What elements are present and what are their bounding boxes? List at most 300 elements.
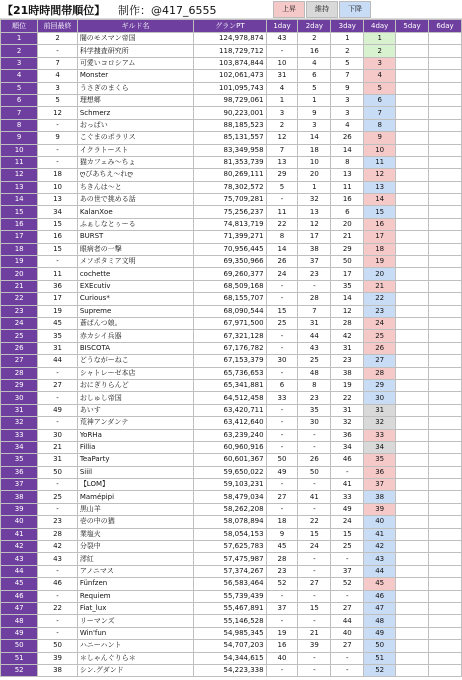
table-row bbox=[1, 590, 462, 602]
table-row bbox=[1, 565, 462, 577]
rank-cell: 16 bbox=[1, 218, 38, 230]
grand-pt-cell: 63,239,240 bbox=[194, 429, 266, 441]
grand-pt-cell: 81,353,739 bbox=[194, 156, 266, 168]
day1-cell: 28 bbox=[266, 553, 298, 565]
day1-cell: - bbox=[266, 615, 298, 627]
day5-cell bbox=[396, 491, 429, 503]
guild-name-cell: EXEcutiv bbox=[77, 280, 193, 292]
day1-cell: - bbox=[266, 417, 298, 429]
day6-cell bbox=[429, 194, 462, 206]
grand-pt-cell: 60,960,916 bbox=[194, 441, 266, 453]
day4-cell: 15 bbox=[364, 206, 396, 218]
day4-cell: 16 bbox=[364, 218, 396, 230]
prev-final-cell: 34 bbox=[38, 206, 78, 218]
grand-pt-cell: 85,131,557 bbox=[194, 132, 266, 144]
day1-cell: 5 bbox=[266, 181, 298, 193]
table-row bbox=[1, 57, 462, 69]
day3-cell: 46 bbox=[331, 454, 364, 466]
guild-name-cell: 猫カフェみ〜ちょ bbox=[77, 156, 193, 168]
guild-name-cell: どうながーねこ bbox=[77, 355, 193, 367]
guild-name-cell: 壱の中の猶 bbox=[77, 516, 193, 528]
day6-cell bbox=[429, 94, 462, 106]
day5-cell bbox=[396, 379, 429, 391]
day1-cell: 31 bbox=[266, 70, 298, 82]
guild-name-cell: 荒神アンダンテ bbox=[77, 417, 193, 429]
day4-cell: 23 bbox=[364, 305, 396, 317]
grand-pt-cell: 58,262,208 bbox=[194, 503, 266, 515]
day5-cell bbox=[396, 541, 429, 553]
day6-cell bbox=[429, 330, 462, 342]
day4-cell: 10 bbox=[364, 144, 396, 156]
grand-pt-cell: 90,223,001 bbox=[194, 107, 266, 119]
day6-cell bbox=[429, 156, 462, 168]
day1-cell: - bbox=[266, 293, 298, 305]
table-row bbox=[1, 181, 462, 193]
day6-cell bbox=[429, 392, 462, 404]
day4-cell: 18 bbox=[364, 243, 396, 255]
day4-cell: 5 bbox=[364, 82, 396, 94]
day5-cell bbox=[396, 305, 429, 317]
day2-cell: - bbox=[298, 479, 331, 491]
prev-final-cell: 28 bbox=[38, 528, 78, 540]
table-row bbox=[1, 355, 462, 367]
grand-pt-cell: 58,078,894 bbox=[194, 516, 266, 528]
day3-cell: 34 bbox=[331, 441, 364, 453]
table-row bbox=[1, 652, 462, 664]
day2-cell: 23 bbox=[298, 392, 331, 404]
grand-pt-cell: 65,736,653 bbox=[194, 367, 266, 379]
day2-cell: 43 bbox=[298, 342, 331, 354]
day4-cell: 43 bbox=[364, 553, 396, 565]
day2-cell: 18 bbox=[298, 144, 331, 156]
day3-cell: 5 bbox=[331, 57, 364, 69]
day2-cell: 3 bbox=[298, 119, 331, 131]
day4-cell: 32 bbox=[364, 417, 396, 429]
table-row bbox=[1, 541, 462, 553]
grand-pt-cell: 74,813,719 bbox=[194, 218, 266, 230]
table-row bbox=[1, 578, 462, 590]
day4-cell: 27 bbox=[364, 355, 396, 367]
table-row bbox=[1, 243, 462, 255]
rank-cell: 2 bbox=[1, 45, 38, 57]
day6-cell bbox=[429, 454, 462, 466]
day2-cell: 38 bbox=[298, 243, 331, 255]
rank-cell: 9 bbox=[1, 132, 38, 144]
guild-name-cell: メソポタミア文明 bbox=[77, 256, 193, 268]
day2-cell: 6 bbox=[298, 70, 331, 82]
col-day3: 3day bbox=[331, 20, 364, 33]
col-day5: 5day bbox=[396, 20, 429, 33]
prev-final-cell: 36 bbox=[38, 280, 78, 292]
grand-pt-cell: 70,956,445 bbox=[194, 243, 266, 255]
day4-cell: 33 bbox=[364, 429, 396, 441]
rank-cell: 35 bbox=[1, 454, 38, 466]
guild-name-cell: Monster bbox=[77, 70, 193, 82]
day1-cell: 1 bbox=[266, 94, 298, 106]
guild-name-cell: Fünfzen bbox=[77, 578, 193, 590]
day6-cell bbox=[429, 181, 462, 193]
day4-cell: 30 bbox=[364, 392, 396, 404]
table-row bbox=[1, 293, 462, 305]
day3-cell: 1 bbox=[331, 33, 364, 45]
grand-pt-cell: 103,874,844 bbox=[194, 57, 266, 69]
day6-cell bbox=[429, 441, 462, 453]
day1-cell: 25 bbox=[266, 317, 298, 329]
table-row bbox=[1, 33, 462, 45]
guild-name-cell: ღびあちえ〜れღ bbox=[77, 169, 193, 181]
day1-cell: 10 bbox=[266, 57, 298, 69]
table-row bbox=[1, 268, 462, 280]
ranking-table bbox=[0, 19, 462, 677]
guild-name-cell: あいす bbox=[77, 404, 193, 416]
table-row bbox=[1, 317, 462, 329]
day3-cell: 40 bbox=[331, 627, 364, 639]
day4-cell: 26 bbox=[364, 342, 396, 354]
day1-cell: 6 bbox=[266, 379, 298, 391]
day4-cell: 51 bbox=[364, 652, 396, 664]
day2-cell: 12 bbox=[298, 218, 331, 230]
day4-cell: 44 bbox=[364, 565, 396, 577]
rank-cell: 14 bbox=[1, 194, 38, 206]
grand-pt-cell: 59,650,022 bbox=[194, 466, 266, 478]
prev-final-cell: - bbox=[38, 590, 78, 602]
prev-final-cell: 22 bbox=[38, 602, 78, 614]
day5-cell bbox=[396, 218, 429, 230]
guild-name-cell: BISCOTA bbox=[77, 342, 193, 354]
day5-cell bbox=[396, 243, 429, 255]
day3-cell: 2 bbox=[331, 45, 364, 57]
grand-pt-cell: 54,985,345 bbox=[194, 627, 266, 639]
guild-name-cell: Siiil bbox=[77, 466, 193, 478]
rank-cell: 30 bbox=[1, 392, 38, 404]
prev-final-cell: 11 bbox=[38, 268, 78, 280]
rank-cell: 8 bbox=[1, 119, 38, 131]
day4-cell: 48 bbox=[364, 615, 396, 627]
day6-cell bbox=[429, 429, 462, 441]
day2-cell: 50 bbox=[298, 466, 331, 478]
col-prev: 前回最終 bbox=[38, 20, 78, 33]
prev-final-cell: - bbox=[38, 119, 78, 131]
day3-cell: 9 bbox=[331, 82, 364, 94]
day6-cell bbox=[429, 528, 462, 540]
day6-cell bbox=[429, 602, 462, 614]
prev-final-cell: - bbox=[38, 156, 78, 168]
day6-cell bbox=[429, 206, 462, 218]
guild-name-cell: 眼病者の一撃 bbox=[77, 243, 193, 255]
day1-cell: 43 bbox=[266, 33, 298, 45]
day2-cell: 9 bbox=[298, 107, 331, 119]
day1-cell: 7 bbox=[266, 144, 298, 156]
day6-cell bbox=[429, 466, 462, 478]
day5-cell bbox=[396, 454, 429, 466]
table-row bbox=[1, 256, 462, 268]
day4-cell: 17 bbox=[364, 231, 396, 243]
day2-cell: 25 bbox=[298, 355, 331, 367]
rank-cell: 24 bbox=[1, 317, 38, 329]
day5-cell bbox=[396, 441, 429, 453]
day3-cell: - bbox=[331, 590, 364, 602]
day5-cell bbox=[396, 392, 429, 404]
day5-cell bbox=[396, 429, 429, 441]
day2-cell: 37 bbox=[298, 256, 331, 268]
author-credit: 制作：@417_6555 bbox=[118, 4, 217, 17]
day4-cell: 41 bbox=[364, 528, 396, 540]
day2-cell: - bbox=[298, 664, 331, 676]
day3-cell: 33 bbox=[331, 491, 364, 503]
grand-pt-cell: 55,467,891 bbox=[194, 602, 266, 614]
grand-pt-cell: 65,341,881 bbox=[194, 379, 266, 391]
day5-cell bbox=[396, 280, 429, 292]
grand-pt-cell: 67,321,128 bbox=[194, 330, 266, 342]
day2-cell: - bbox=[298, 565, 331, 577]
guild-name-cell: おにぎりらんど bbox=[77, 379, 193, 391]
day1-cell: 45 bbox=[266, 541, 298, 553]
day6-cell bbox=[429, 70, 462, 82]
rank-cell: 33 bbox=[1, 429, 38, 441]
day5-cell bbox=[396, 107, 429, 119]
day2-cell: 14 bbox=[298, 132, 331, 144]
prev-final-cell: - bbox=[38, 615, 78, 627]
day4-cell: 6 bbox=[364, 94, 396, 106]
day5-cell bbox=[396, 652, 429, 664]
rank-cell: 12 bbox=[1, 169, 38, 181]
page-title: 【21時時間帯順位】 bbox=[2, 4, 106, 17]
prev-final-cell: 35 bbox=[38, 330, 78, 342]
prev-final-cell: - bbox=[38, 144, 78, 156]
prev-final-cell: 31 bbox=[38, 342, 78, 354]
day6-cell bbox=[429, 268, 462, 280]
rank-cell: 5 bbox=[1, 82, 38, 94]
day5-cell bbox=[396, 293, 429, 305]
table-row bbox=[1, 45, 462, 57]
rank-cell: 45 bbox=[1, 578, 38, 590]
day2-cell: 39 bbox=[298, 640, 331, 652]
day1-cell: - bbox=[266, 194, 298, 206]
day1-cell: 2 bbox=[266, 119, 298, 131]
prev-final-cell: 38 bbox=[38, 664, 78, 676]
day2-cell: 7 bbox=[298, 305, 331, 317]
grand-pt-cell: 57,475,987 bbox=[194, 553, 266, 565]
guild-name-cell: Schmerz bbox=[77, 107, 193, 119]
guild-name-cell: 赤カシイ兵器 bbox=[77, 330, 193, 342]
day1-cell: 4 bbox=[266, 82, 298, 94]
grand-pt-cell: 83,349,958 bbox=[194, 144, 266, 156]
grand-pt-cell: 69,350,966 bbox=[194, 256, 266, 268]
rank-cell: 20 bbox=[1, 268, 38, 280]
table-row bbox=[1, 107, 462, 119]
prev-final-cell: 9 bbox=[38, 132, 78, 144]
table-row bbox=[1, 132, 462, 144]
day5-cell bbox=[396, 578, 429, 590]
day6-cell bbox=[429, 218, 462, 230]
day4-cell: 22 bbox=[364, 293, 396, 305]
day3-cell: 14 bbox=[331, 293, 364, 305]
prev-final-cell: 17 bbox=[38, 293, 78, 305]
day4-cell: 36 bbox=[364, 466, 396, 478]
table-row bbox=[1, 194, 462, 206]
day6-cell bbox=[429, 256, 462, 268]
day4-cell: 13 bbox=[364, 181, 396, 193]
prev-final-cell: 49 bbox=[38, 404, 78, 416]
day1-cell: 22 bbox=[266, 218, 298, 230]
rank-cell: 28 bbox=[1, 367, 38, 379]
day2-cell: - bbox=[298, 429, 331, 441]
day2-cell: 28 bbox=[298, 293, 331, 305]
day2-cell: 41 bbox=[298, 491, 331, 503]
rank-cell: 44 bbox=[1, 565, 38, 577]
day6-cell bbox=[429, 479, 462, 491]
rank-cell: 21 bbox=[1, 280, 38, 292]
day3-cell: 11 bbox=[331, 181, 364, 193]
day4-cell: 31 bbox=[364, 404, 396, 416]
day2-cell: 2 bbox=[298, 33, 331, 45]
grand-pt-cell: 54,344,615 bbox=[194, 652, 266, 664]
day5-cell bbox=[396, 70, 429, 82]
table-row bbox=[1, 330, 462, 342]
day3-cell: 31 bbox=[331, 404, 364, 416]
day5-cell bbox=[396, 57, 429, 69]
day2-cell: - bbox=[298, 615, 331, 627]
day3-cell: 24 bbox=[331, 516, 364, 528]
day3-cell: 37 bbox=[331, 565, 364, 577]
table-row bbox=[1, 615, 462, 627]
prev-final-cell: - bbox=[38, 256, 78, 268]
day5-cell bbox=[396, 231, 429, 243]
legend-down: 下降 bbox=[339, 1, 371, 18]
rank-cell: 17 bbox=[1, 231, 38, 243]
guild-name-cell: 【LOM】 bbox=[77, 479, 193, 491]
day5-cell bbox=[396, 590, 429, 602]
day3-cell: 29 bbox=[331, 243, 364, 255]
rank-cell: 26 bbox=[1, 342, 38, 354]
table-row bbox=[1, 156, 462, 168]
day2-cell: 44 bbox=[298, 330, 331, 342]
grand-pt-cell: 63,412,640 bbox=[194, 417, 266, 429]
prev-final-cell: 16 bbox=[38, 231, 78, 243]
day1-cell: - bbox=[266, 479, 298, 491]
day6-cell bbox=[429, 590, 462, 602]
day1-cell: - bbox=[266, 503, 298, 515]
day3-cell: 3 bbox=[331, 107, 364, 119]
grand-pt-cell: 63,420,711 bbox=[194, 404, 266, 416]
day4-cell: 37 bbox=[364, 479, 396, 491]
rank-cell: 10 bbox=[1, 144, 38, 156]
prev-final-cell: - bbox=[38, 503, 78, 515]
grand-pt-cell: 118,729,712 bbox=[194, 45, 266, 57]
day1-cell: - bbox=[266, 280, 298, 292]
day2-cell: 16 bbox=[298, 45, 331, 57]
table-row bbox=[1, 206, 462, 218]
day5-cell bbox=[396, 627, 429, 639]
rank-cell: 50 bbox=[1, 640, 38, 652]
day3-cell: 27 bbox=[331, 602, 364, 614]
day2-cell: 13 bbox=[298, 206, 331, 218]
guild-name-cell: 蒼ぱんつ娘。 bbox=[77, 317, 193, 329]
rank-cell: 36 bbox=[1, 466, 38, 478]
col-day1: 1day bbox=[266, 20, 298, 33]
guild-name-cell: 分裂中 bbox=[77, 541, 193, 553]
day3-cell: 36 bbox=[331, 429, 364, 441]
guild-name-cell: BURST bbox=[77, 231, 193, 243]
day1-cell: - bbox=[266, 664, 298, 676]
table-row bbox=[1, 417, 462, 429]
day6-cell bbox=[429, 33, 462, 45]
day5-cell bbox=[396, 367, 429, 379]
table-row bbox=[1, 479, 462, 491]
day2-cell: - bbox=[298, 280, 331, 292]
day3-cell: 35 bbox=[331, 280, 364, 292]
day1-cell: 8 bbox=[266, 231, 298, 243]
day6-cell bbox=[429, 516, 462, 528]
day3-cell: 13 bbox=[331, 169, 364, 181]
grand-pt-cell: 67,176,782 bbox=[194, 342, 266, 354]
day5-cell bbox=[396, 194, 429, 206]
rank-cell: 47 bbox=[1, 602, 38, 614]
rank-cell: 19 bbox=[1, 256, 38, 268]
table-row bbox=[1, 491, 462, 503]
day3-cell: 22 bbox=[331, 392, 364, 404]
day6-cell bbox=[429, 82, 462, 94]
rank-cell: 13 bbox=[1, 181, 38, 193]
grand-pt-cell: 55,739,439 bbox=[194, 590, 266, 602]
day3-cell: 38 bbox=[331, 367, 364, 379]
day3-cell: 16 bbox=[331, 194, 364, 206]
prev-final-cell: 50 bbox=[38, 466, 78, 478]
prev-final-cell: - bbox=[38, 392, 78, 404]
day6-cell bbox=[429, 169, 462, 181]
grand-pt-cell: 69,260,377 bbox=[194, 268, 266, 280]
grand-pt-cell: 80,269,111 bbox=[194, 169, 266, 181]
guild-name-cell: 可愛いコロシアム bbox=[77, 57, 193, 69]
day6-cell bbox=[429, 491, 462, 503]
prev-final-cell: 5 bbox=[38, 94, 78, 106]
day2-cell: 26 bbox=[298, 454, 331, 466]
guild-name-cell: cochette bbox=[77, 268, 193, 280]
day4-cell: 45 bbox=[364, 578, 396, 590]
rank-cell: 49 bbox=[1, 627, 38, 639]
prev-final-cell: 19 bbox=[38, 305, 78, 317]
prev-final-cell: 25 bbox=[38, 491, 78, 503]
table-row bbox=[1, 144, 462, 156]
rank-cell: 31 bbox=[1, 404, 38, 416]
rank-cell: 25 bbox=[1, 330, 38, 342]
rank-cell: 38 bbox=[1, 491, 38, 503]
grand-pt-cell: 58,054,153 bbox=[194, 528, 266, 540]
day5-cell bbox=[396, 268, 429, 280]
day5-cell bbox=[396, 156, 429, 168]
guild-name-cell: Mamépipi bbox=[77, 491, 193, 503]
day3-cell: 12 bbox=[331, 305, 364, 317]
guild-name-cell: Requiem bbox=[77, 590, 193, 602]
rank-cell: 41 bbox=[1, 528, 38, 540]
grand-pt-cell: 54,707,203 bbox=[194, 640, 266, 652]
day1-cell: 13 bbox=[266, 156, 298, 168]
day6-cell bbox=[429, 379, 462, 391]
grand-pt-cell: 67,971,500 bbox=[194, 317, 266, 329]
prev-final-cell: 7 bbox=[38, 57, 78, 69]
grand-pt-cell: 75,256,237 bbox=[194, 206, 266, 218]
guild-name-cell: 闇のモスマン帝国 bbox=[77, 33, 193, 45]
guild-name-cell: ハニーハント bbox=[77, 640, 193, 652]
day5-cell bbox=[396, 355, 429, 367]
guild-name-cell: ＊しゃんぐりら＊ bbox=[77, 652, 193, 664]
day5-cell bbox=[396, 94, 429, 106]
day1-cell: 12 bbox=[266, 132, 298, 144]
day5-cell bbox=[396, 206, 429, 218]
day1-cell: - bbox=[266, 441, 298, 453]
rank-cell: 52 bbox=[1, 664, 38, 676]
day6-cell bbox=[429, 305, 462, 317]
